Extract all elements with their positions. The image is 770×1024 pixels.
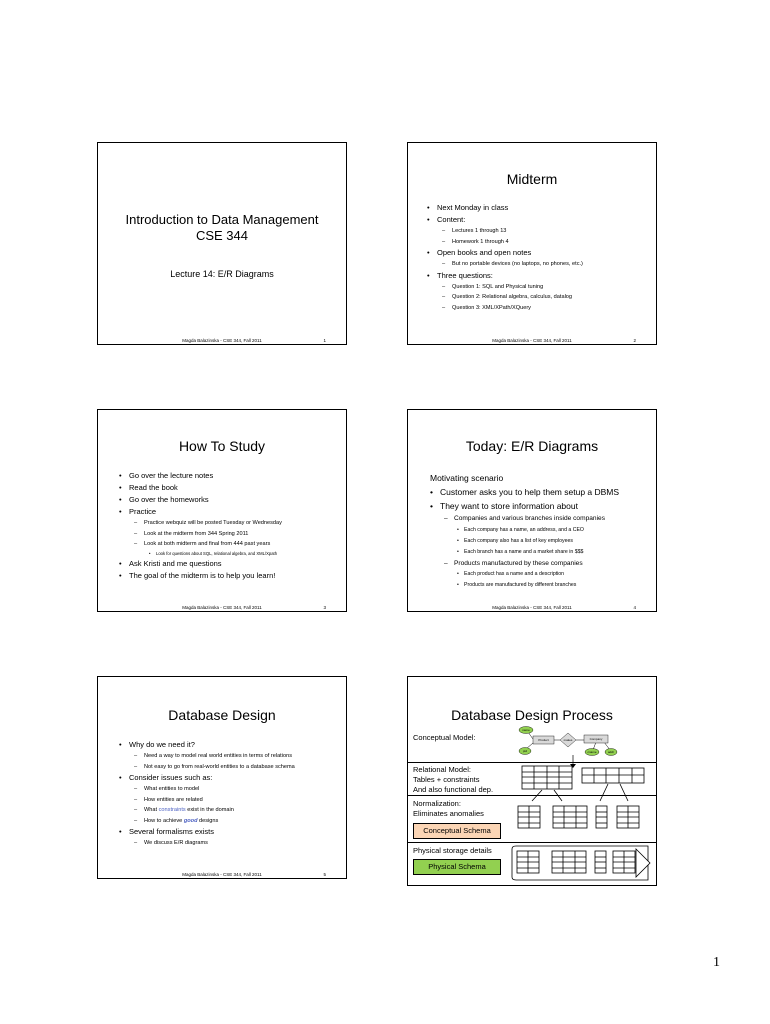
slide-title bbox=[98, 212, 346, 244]
slide-number: 1 bbox=[323, 338, 326, 343]
bullet-text: How to achieve bbox=[144, 817, 184, 824]
bullet-text: What bbox=[144, 807, 159, 813]
page-number: 1 bbox=[713, 955, 720, 970]
er-relationship-makes: makes bbox=[563, 738, 573, 742]
bullet-level-1: • Content: bbox=[427, 214, 655, 226]
slide-3 bbox=[97, 409, 347, 612]
slide-2 bbox=[407, 142, 657, 345]
bullet-level-2: – Companies and various branches inside companies bbox=[430, 513, 656, 525]
bullet-list bbox=[427, 202, 655, 313]
bullet-level-2: – What entities to model bbox=[119, 784, 345, 795]
divider bbox=[408, 762, 656, 763]
bullet-level-1: • Open books and open notes bbox=[427, 247, 655, 259]
relational-line-2: Tables + constraints bbox=[413, 775, 480, 784]
bullet-level-2: – Question 2: Relational algebra, calculus, datalog bbox=[427, 292, 655, 303]
bullet-level-3: • Each company also has a list of key employees bbox=[430, 536, 656, 547]
bullet-list bbox=[430, 471, 656, 591]
bullet-level-2: – Question 1: SQL and Physical tuning bbox=[427, 282, 655, 293]
footer-author: Magda Balazinska - CSE 344, Fall 2011 bbox=[182, 872, 262, 877]
slide-number: 2 bbox=[633, 338, 636, 343]
title-line-2: CSE 344 bbox=[195, 228, 249, 243]
bullet-level-3: • Products are manufactured by different branches bbox=[430, 580, 656, 591]
er-attr-name: name bbox=[522, 728, 530, 732]
bullet-level-2: – Lectures 1 through 13 bbox=[427, 226, 655, 237]
bullet-level-1: • Read the book bbox=[119, 482, 345, 494]
title-line-1: Introduction to Data Management bbox=[125, 212, 319, 227]
slide-title: Database Design Process bbox=[451, 707, 613, 723]
bullet-emphasis: good bbox=[183, 817, 198, 824]
bullet-level-1: • Several formalisms exists bbox=[119, 826, 345, 838]
bullet-level-2: – Homework 1 through 4 bbox=[427, 237, 655, 248]
bullet-list bbox=[119, 470, 345, 582]
bullet-level-1: • They want to store information about bbox=[430, 499, 656, 513]
bullet-level-2: – Look at both midterm and final from 444 past years bbox=[119, 539, 345, 550]
er-attr-cname: cname bbox=[587, 750, 597, 754]
slide-number: 3 bbox=[323, 605, 326, 610]
normalization-line-1: Normalization: bbox=[413, 799, 461, 808]
footer-author: Magda Balazinska - CSE 344, Fall 2011 bbox=[182, 605, 262, 610]
table-grid-icon bbox=[516, 764, 656, 804]
bullet-level-1: • Practice bbox=[119, 506, 345, 518]
er-entity-product: Product bbox=[538, 738, 549, 742]
conceptual-model-label: Conceptual Model: bbox=[413, 733, 476, 742]
bullet-text: designs bbox=[197, 817, 219, 824]
bullet-lead: Motivating scenario bbox=[430, 473, 504, 483]
slide-1 bbox=[97, 142, 347, 345]
bullet-level-2: – Need a way to model real world entities in terms of relations bbox=[119, 751, 345, 762]
slide-4 bbox=[407, 409, 657, 612]
bullet-text: exist in the domain bbox=[185, 807, 234, 813]
slide-title: How To Study bbox=[178, 438, 266, 454]
divider bbox=[408, 795, 656, 796]
bullet-level-2: – Question 3: XML/XPath/XQuery bbox=[427, 303, 655, 314]
bullet-level-1: • Why do we need it? bbox=[119, 739, 345, 751]
bullet-level-1: • Customer asks you to help them setup a DBMS bbox=[430, 485, 656, 499]
bullet-level-3: • Each product has a name and a description bbox=[430, 569, 656, 580]
normalized-tables-icon bbox=[516, 804, 651, 832]
slide-title: Today: E/R Diagrams bbox=[465, 438, 599, 454]
slide-6 bbox=[407, 676, 657, 886]
er-entity-company: Company bbox=[589, 737, 603, 741]
bullet-level-2: – Products manufactured by these companies bbox=[430, 558, 656, 570]
slide-subtitle: Lecture 14: E/R Diagrams bbox=[170, 269, 274, 279]
relational-line-1: Relational Model: bbox=[413, 765, 471, 774]
er-attr-pid: pid bbox=[522, 749, 528, 753]
footer-author: Magda Balazinska - CSE 344, Fall 2011 bbox=[492, 338, 572, 343]
bullet-level-3: • Look for questions about SQL, relational algebra, and XML/Xpath bbox=[119, 550, 345, 558]
bullet-level-3: • Each branch has a name and a market share in $$$ bbox=[430, 547, 656, 558]
bullet-level-2 bbox=[119, 805, 345, 816]
conceptual-schema-box: Conceptual Schema bbox=[413, 823, 501, 839]
er-attr-addr: addr bbox=[607, 750, 615, 754]
physical-storage-label: Physical storage details bbox=[413, 846, 492, 855]
er-diagram-icon bbox=[508, 724, 653, 762]
normalization-line-2: Eliminates anomalies bbox=[413, 809, 484, 818]
bullet-level-3: • Each company has a name, an address, and a CEO bbox=[430, 525, 656, 536]
bullet-level-1: • Three questions: bbox=[427, 270, 655, 282]
slide-5 bbox=[97, 676, 347, 879]
slide-title: Midterm bbox=[506, 171, 558, 187]
normalization-label bbox=[413, 799, 484, 819]
bullet-level-2: – How entities are related bbox=[119, 795, 345, 806]
bullet-level-1: • Ask Kristi and me questions bbox=[119, 558, 345, 570]
bullet-level-1: • The goal of the midterm is to help you learn! bbox=[119, 570, 345, 582]
bullet-level-1: • Go over the lecture notes bbox=[119, 470, 345, 482]
bullet-level-1: • Next Monday in class bbox=[427, 202, 655, 214]
bullet-level-2: – We discuss E/R diagrams bbox=[119, 838, 345, 849]
physical-schema-box: Physical Schema bbox=[413, 859, 501, 875]
slide-title: Database Design bbox=[168, 707, 276, 723]
footer-author: Magda Balazinska - CSE 344, Fall 2011 bbox=[182, 338, 262, 343]
bullet-list bbox=[119, 739, 345, 849]
slide-number: 4 bbox=[633, 605, 636, 610]
slide-number: 5 bbox=[323, 872, 326, 877]
relational-model-label bbox=[413, 765, 493, 795]
bullet-level-2: – But no portable devices (no laptops, no phones, etc.) bbox=[427, 259, 655, 270]
bullet-level-1: • Consider issues such as: bbox=[119, 772, 345, 784]
bullet-emphasis: constraints bbox=[158, 807, 186, 813]
physical-storage-icon bbox=[508, 843, 653, 883]
footer-author: Magda Balazinska - CSE 344, Fall 2011 bbox=[492, 605, 572, 610]
bullet-level-2: – Look at the midterm from 344 Spring 2011 bbox=[119, 529, 345, 540]
bullet-level-2: – Practice webquiz will be posted Tuesday or Wednesday bbox=[119, 518, 345, 529]
bullet-level-2: – Not easy to go from real-world entities to a database schema bbox=[119, 762, 345, 773]
relational-line-3: And also functional dep. bbox=[413, 785, 494, 794]
bullet-level-1: • Go over the homeworks bbox=[119, 494, 345, 506]
bullet-level-2 bbox=[119, 816, 345, 827]
